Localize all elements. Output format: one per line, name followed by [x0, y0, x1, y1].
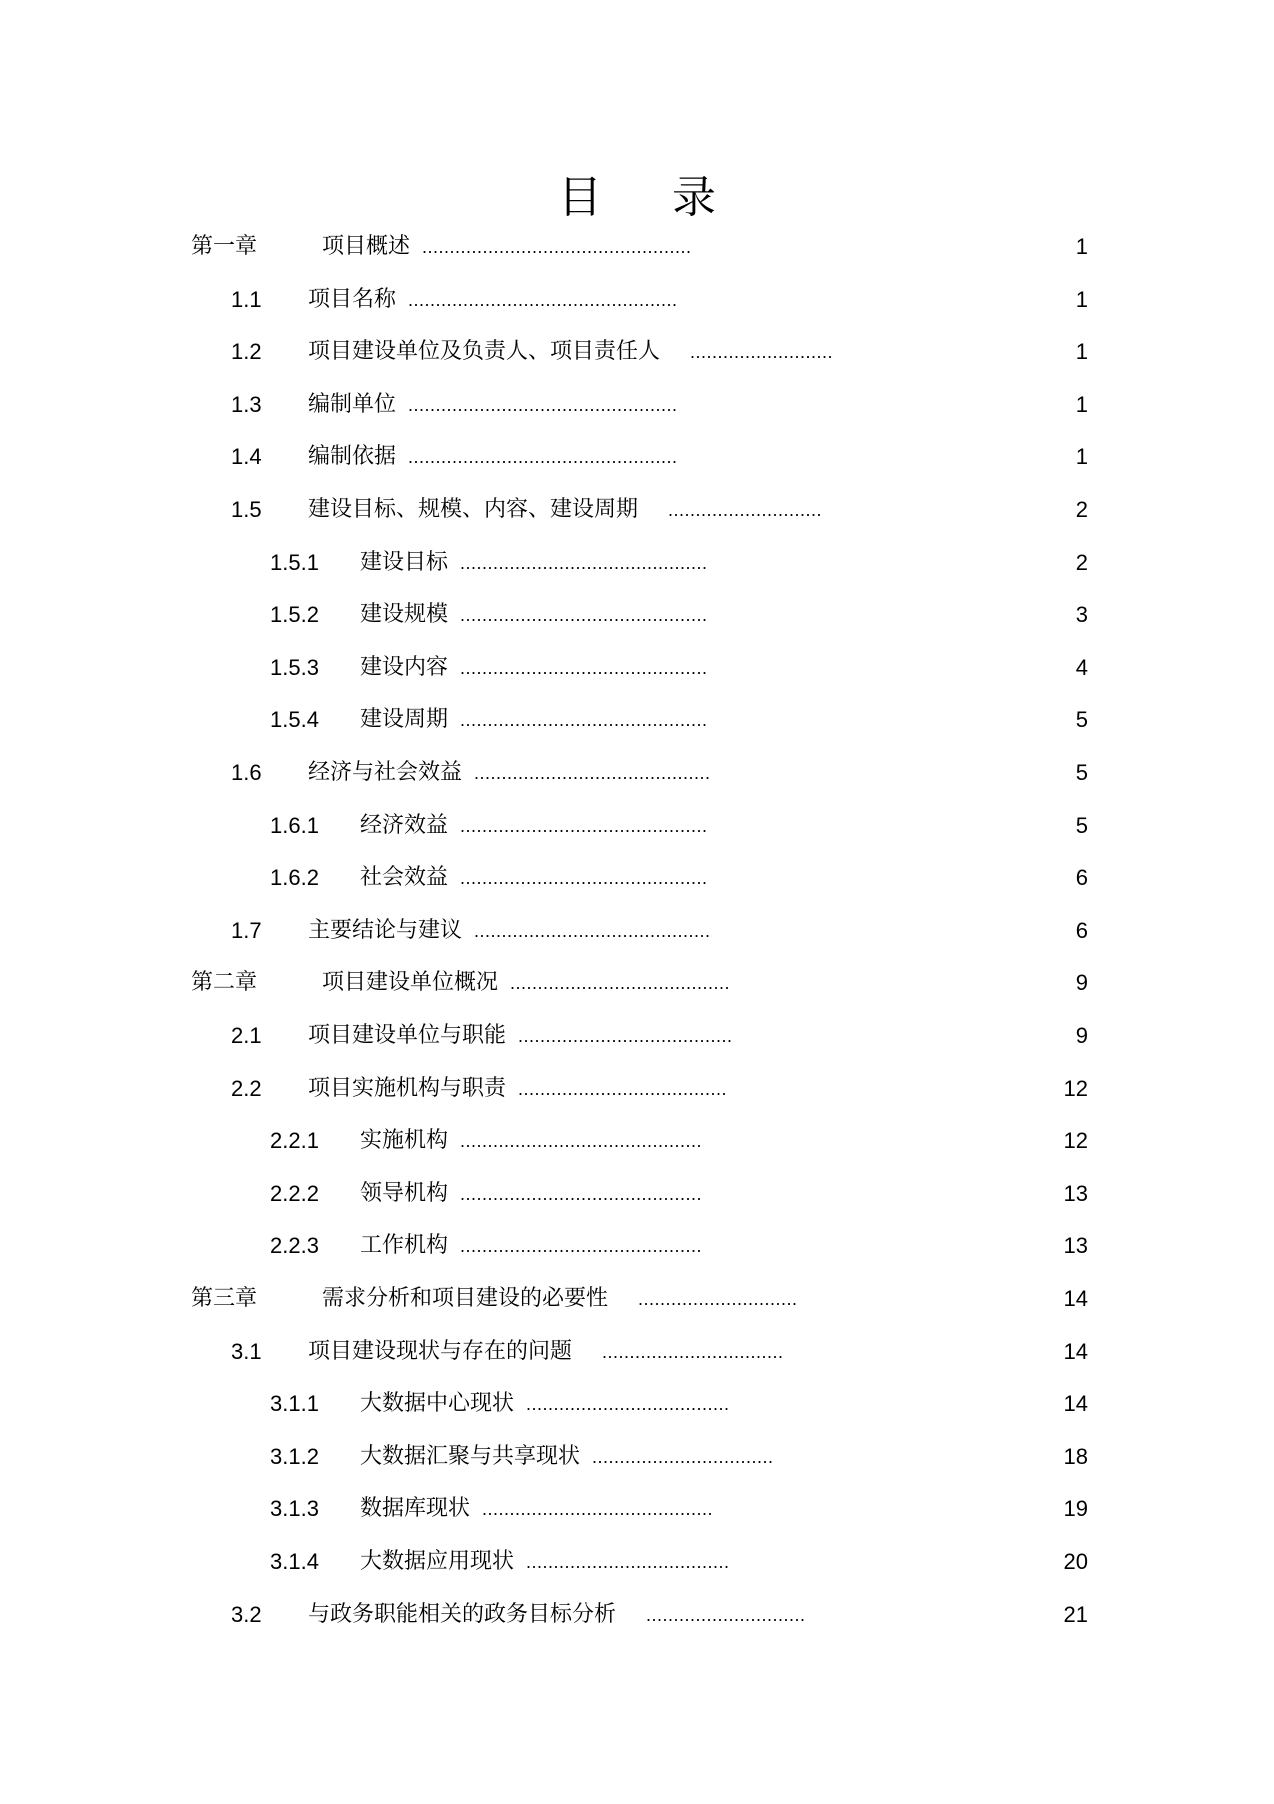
toc-entry-title: 领导机构 — [360, 1180, 449, 1206]
toc-entry-leader: ............................................. — [460, 605, 708, 626]
toc-entry-number: 2.2.2 — [270, 1180, 319, 1206]
toc-entry-leader: ..................................... — [526, 1552, 730, 1572]
toc-entry-leader: ........................................... — [474, 920, 711, 941]
toc-entry-leader: ................................................. — [408, 447, 678, 468]
toc-entry-number: 3.1.4 — [270, 1549, 319, 1574]
toc-entry-number: 1.5.3 — [270, 654, 319, 680]
toc-section-entry[interactable] — [0, 861, 1274, 895]
toc-entry-page-number: 18 — [1063, 1443, 1088, 1469]
toc-section-entry[interactable] — [0, 1177, 1274, 1211]
toc-chapter-entry[interactable] — [0, 1282, 1274, 1316]
toc-entry-leader: ............................ — [668, 500, 823, 520]
toc-entry-number: 1.3 — [231, 391, 262, 417]
toc-section-entry[interactable] — [0, 1072, 1274, 1106]
toc-entry-number: 2.1 — [231, 1023, 262, 1048]
toc-entry-page-number: 19 — [1063, 1496, 1088, 1522]
toc-entry-leader: ................................. — [592, 1446, 774, 1467]
toc-entry-page-number: 13 — [1063, 1180, 1088, 1206]
toc-chapter-entry[interactable] — [0, 230, 1274, 264]
toc-entry-leader: ............................................ — [460, 1183, 703, 1204]
toc-entry-number: 1.6.1 — [270, 812, 319, 838]
toc-entry-number: 1.5.4 — [270, 707, 319, 733]
toc-section-entry[interactable] — [0, 598, 1274, 632]
toc-entry-title: 项目建设单位概况 — [322, 970, 499, 996]
toc-entry-page-number: 1 — [1075, 444, 1088, 470]
toc-section-entry[interactable] — [0, 756, 1274, 790]
toc-entry-page-number: 2 — [1075, 549, 1088, 575]
toc-entry-leader: ..................................... — [526, 1394, 730, 1415]
toc-entry-leader: ............................. — [638, 1289, 798, 1309]
toc-entry-number: 第二章 — [191, 970, 258, 996]
toc-entry-page-number: 3 — [1075, 602, 1088, 628]
toc-entry-leader: ............................................ — [460, 1131, 703, 1152]
toc-entry-page-number: 1 — [1075, 234, 1088, 259]
toc-entry-title: 实施机构 — [360, 1128, 449, 1154]
toc-entry-title: 经济与社会效益 — [308, 760, 463, 785]
toc-entry-title: 建设周期 — [360, 707, 449, 733]
toc-entry-number: 第三章 — [191, 1286, 258, 1311]
toc-section-entry[interactable] — [0, 1124, 1274, 1158]
toc-entry-title: 建设目标 — [360, 549, 449, 575]
toc-entry-page-number: 14 — [1063, 1338, 1088, 1364]
toc-section-entry[interactable] — [0, 1229, 1274, 1263]
toc-entry-title: 大数据中心现状 — [360, 1391, 515, 1417]
toc-entry-leader: .......................................... — [482, 1499, 714, 1520]
toc-entry-leader: ................................................. — [422, 237, 692, 257]
toc-section-entry[interactable] — [0, 1440, 1274, 1474]
toc-entry-number: 3.1 — [231, 1338, 262, 1364]
toc-chapter-entry[interactable] — [0, 966, 1274, 1000]
toc-entry-number: 3.1.1 — [270, 1391, 319, 1417]
toc-section-entry[interactable] — [0, 1019, 1274, 1053]
toc-section-entry[interactable] — [0, 651, 1274, 685]
toc-entry-page-number: 6 — [1075, 917, 1088, 943]
toc-entry-leader: ................................................. — [408, 289, 678, 310]
toc-entry-title: 经济效益 — [360, 812, 449, 838]
toc-section-entry[interactable] — [0, 1387, 1274, 1421]
toc-entry-number: 2.2 — [231, 1075, 262, 1101]
toc-entry-number: 1.6.2 — [270, 865, 319, 891]
toc-entry-number: 2.2.1 — [270, 1128, 319, 1154]
toc-entry-leader: ................................. — [602, 1341, 784, 1362]
toc-entry-leader: ........................................... — [474, 763, 711, 783]
toc-entry-title: 项目建设单位及负责人、项目责任人 — [308, 339, 661, 365]
toc-section-entry[interactable] — [0, 440, 1274, 474]
toc-entry-number: 2.2.3 — [270, 1233, 319, 1259]
toc-entry-title: 编制依据 — [308, 444, 397, 470]
toc-section-entry[interactable] — [0, 1545, 1274, 1579]
toc-entry-page-number: 12 — [1063, 1128, 1088, 1154]
toc-section-entry[interactable] — [0, 335, 1274, 369]
toc-section-entry[interactable] — [0, 809, 1274, 843]
toc-entry-page-number: 1 — [1075, 286, 1088, 312]
toc-entry-title: 项目建设现状与存在的问题 — [308, 1338, 573, 1364]
toc-entry-title: 社会效益 — [360, 865, 449, 891]
toc-entry-title: 项目实施机构与职责 — [308, 1075, 507, 1101]
toc-section-entry[interactable] — [0, 1492, 1274, 1526]
toc-section-entry[interactable] — [0, 388, 1274, 422]
toc-entry-number: 1.2 — [231, 339, 262, 365]
toc-entry-title: 建设规模 — [360, 602, 449, 628]
toc-entry-leader: ............................................. — [460, 815, 708, 836]
toc-entry-page-number: 1 — [1075, 339, 1088, 365]
toc-entry-title: 大数据应用现状 — [360, 1549, 515, 1574]
toc-entry-title: 建设内容 — [360, 654, 449, 680]
toc-title: 目 录 — [558, 172, 744, 223]
toc-entry-title: 与政务职能相关的政务目标分析 — [308, 1601, 617, 1627]
toc-section-entry[interactable] — [0, 914, 1274, 948]
toc-section-entry[interactable] — [0, 283, 1274, 317]
toc-entry-leader: ............................................. — [460, 868, 708, 889]
toc-entry-page-number: 14 — [1063, 1286, 1088, 1311]
toc-entry-page-number: 20 — [1063, 1549, 1088, 1574]
toc-entry-number: 3.1.2 — [270, 1443, 319, 1469]
toc-entry-number: 1.5 — [231, 497, 262, 522]
toc-entry-page-number: 5 — [1075, 812, 1088, 838]
toc-entry-number: 3.2 — [231, 1601, 262, 1627]
toc-entry-title: 数据库现状 — [360, 1496, 471, 1522]
toc-entry-title: 项目名称 — [308, 286, 397, 312]
toc-entry-page-number: 5 — [1075, 707, 1088, 733]
toc-entry-leader: ................................................. — [408, 394, 678, 415]
toc-entry-page-number: 12 — [1063, 1075, 1088, 1101]
toc-entry-leader: .......................... — [690, 342, 834, 363]
toc-section-entry[interactable] — [0, 493, 1274, 527]
toc-entry-number: 1.7 — [231, 917, 262, 943]
toc-entry-leader: ........................................ — [510, 973, 731, 994]
toc-entry-number: 1.5.1 — [270, 549, 319, 575]
toc-entry-page-number: 9 — [1075, 1023, 1088, 1048]
toc-entry-number: 1.5.2 — [270, 602, 319, 628]
toc-entry-leader: ............................................. — [460, 657, 708, 678]
toc-section-entry[interactable] — [0, 1335, 1274, 1369]
toc-entry-leader: ....................................... — [518, 1026, 733, 1046]
toc-entry-title: 主要结论与建议 — [308, 917, 463, 943]
toc-entry-page-number: 2 — [1075, 497, 1088, 522]
toc-entry-page-number: 21 — [1063, 1601, 1088, 1627]
toc-entry-page-number: 4 — [1075, 654, 1088, 680]
toc-section-entry[interactable] — [0, 703, 1274, 737]
toc-entry-page-number: 14 — [1063, 1391, 1088, 1417]
toc-entry-number: 1.4 — [231, 444, 262, 470]
toc-entry-leader: ...................................... — [518, 1078, 728, 1099]
toc-entry-page-number: 6 — [1075, 865, 1088, 891]
toc-entry-page-number: 13 — [1063, 1233, 1088, 1259]
toc-entry-title: 工作机构 — [360, 1233, 449, 1259]
toc-section-entry[interactable] — [0, 546, 1274, 580]
toc-entry-title: 建设目标、规模、内容、建设周期 — [308, 497, 639, 522]
toc-entry-number: 1.1 — [231, 286, 262, 312]
toc-list — [0, 230, 1274, 1650]
toc-entry-title: 需求分析和项目建设的必要性 — [322, 1286, 609, 1311]
toc-section-entry[interactable] — [0, 1598, 1274, 1632]
toc-entry-page-number: 5 — [1075, 760, 1088, 785]
toc-entry-number: 第一章 — [191, 234, 258, 259]
toc-entry-number: 1.6 — [231, 760, 262, 785]
toc-entry-title: 编制单位 — [308, 391, 397, 417]
toc-entry-leader: ............................................. — [460, 552, 708, 573]
toc-entry-title: 项目概述 — [322, 234, 411, 259]
toc-entry-leader: ............................. — [646, 1604, 806, 1625]
toc-entry-title: 项目建设单位与职能 — [308, 1023, 507, 1048]
toc-entry-page-number: 9 — [1075, 970, 1088, 996]
toc-entry-page-number: 1 — [1075, 391, 1088, 417]
toc-entry-number: 3.1.3 — [270, 1496, 319, 1522]
toc-entry-leader: ............................................ — [460, 1236, 703, 1257]
toc-entry-leader: ............................................. — [460, 710, 708, 731]
toc-entry-title: 大数据汇聚与共享现状 — [360, 1443, 581, 1469]
